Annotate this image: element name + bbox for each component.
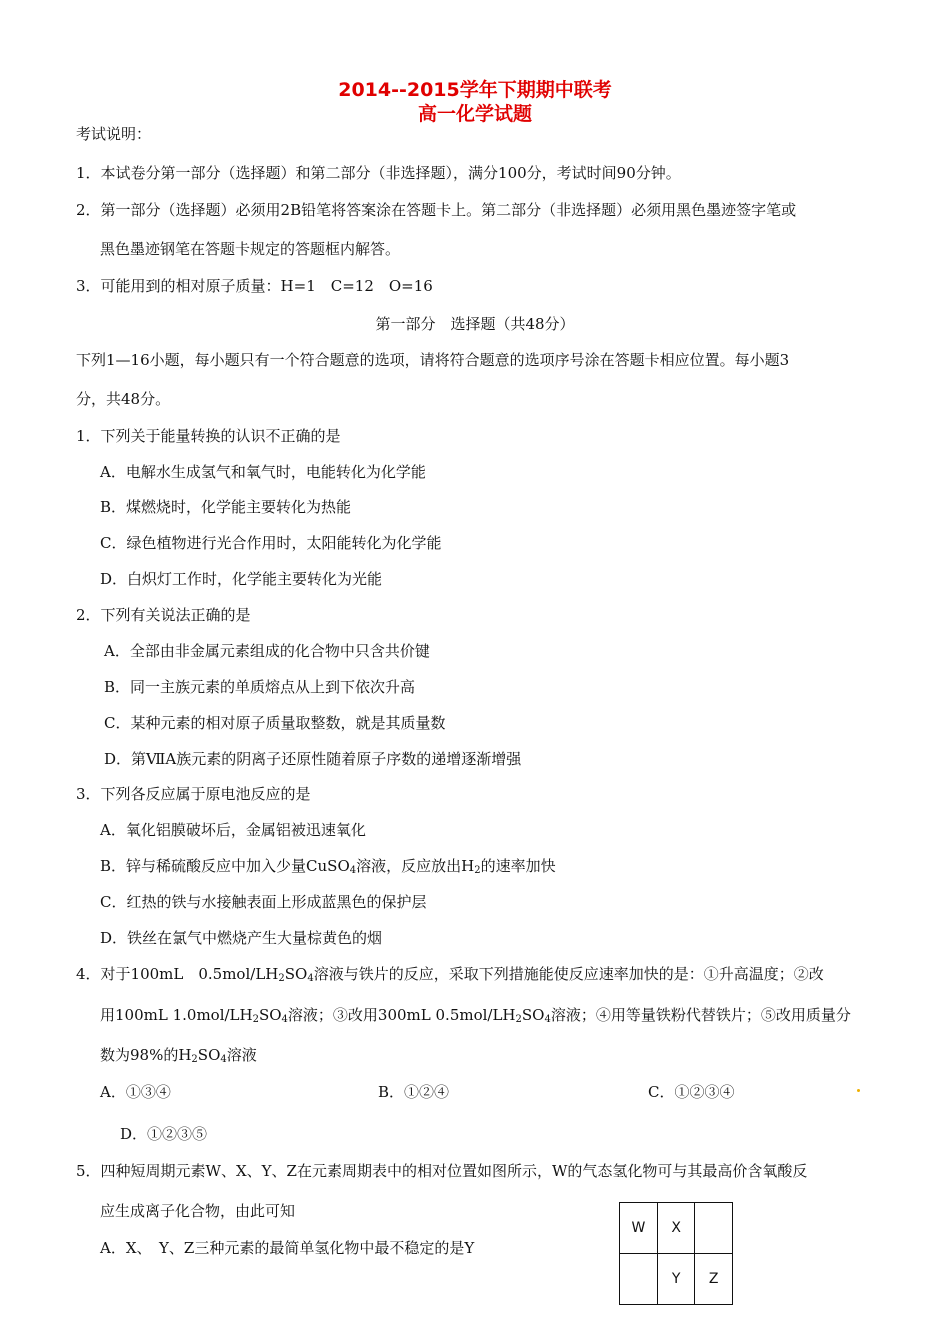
q1-stem: 1．下列关于能量转换的认识不正确的是: [76, 427, 341, 445]
q2-option-b: B．同一主族元素的单质熔点从上到下依次升高: [104, 678, 416, 696]
q4-option-c: C．①②③④: [648, 1083, 735, 1101]
q4-stem-line-2: 用100mL $1.0mol/LH_2SO_4$溶液；③改用300mL $0.5mol/LH_2SO_4$溶液；④用等量铁粉代替铁片；⑤改用质量分: [100, 1006, 851, 1025]
instruction-item-3: 3．可能用到的相对原子质量：H=1 C=12 O=16: [76, 277, 433, 295]
grid-cell: W: [620, 1203, 658, 1254]
q3-option-c: C．红热的铁与水接触表面上形成蓝黑色的保护层: [100, 893, 427, 911]
grid-cell: X: [657, 1203, 695, 1254]
q2-option-d: D．第ⅦA族元素的阴离子还原性随着原子序数的递增逐渐增强: [104, 750, 522, 768]
q3-option-d: D．铁丝在氯气中燃烧产生大量棕黄色的烟: [100, 929, 383, 947]
q4-option-a: A．①③④: [100, 1083, 171, 1101]
q4-option-d: D．①②③⑤: [120, 1125, 208, 1143]
instructions-heading: 考试说明：: [76, 125, 152, 143]
decorative-dot: [857, 1089, 860, 1092]
title-block: [0, 78, 950, 126]
section-intro-line-1: 下列1—16小题，每小题只有一个符合题意的选项，请将符合题意的选项序号涂在答题卡相应位置。每小题3: [76, 351, 790, 369]
periodic-table-fragment: [619, 1202, 733, 1305]
q4-stem-line-3: 数为98%的$H_2SO_4$溶液: [100, 1046, 257, 1065]
q4-stem-line-1: 4．对于100mL $0.5mol/LH_2SO_4$溶液与铁片的反应，采取下列措施能使反应速率加快的是：①升高温度；②改: [76, 965, 824, 984]
grid-cell: [695, 1203, 733, 1254]
q1-option-d: D．白炽灯工作时，化学能主要转化为光能: [100, 570, 383, 588]
instruction-item-1: 1．本试卷分第一部分（选择题）和第二部分（非选择题），满分100分，考试时间90分钟。: [76, 164, 681, 182]
q1-option-b: B．煤燃烧时，化学能主要转化为热能: [100, 498, 352, 516]
q5-option-a: A．X、 Y、Z三种元素的最简单氢化物中最不稳定的是Y: [100, 1239, 475, 1257]
section-title: 第一部分 选择题（共48分）: [375, 315, 575, 333]
q1-option-a: A．电解水生成氢气和氧气时，电能转化为化学能: [100, 463, 426, 481]
q5-stem-line-2: 应生成离子化合物，由此可知: [100, 1202, 296, 1220]
grid-cell: Y: [657, 1254, 695, 1305]
q1-option-c: C．绿色植物进行光合作用时，太阳能转化为化学能: [100, 534, 442, 552]
q5-stem-line-1: 5．四种短周期元素W、X、Y、Z在元素周期表中的相对位置如图所示，W的气态氢化物可与其最高价含氧酸反: [76, 1162, 808, 1180]
grid-cell: Z: [695, 1254, 733, 1305]
q3-stem: 3．下列各反应属于原电池反应的是: [76, 785, 311, 803]
q3-option-a: A．氧化铝膜破坏后，金属铝被迅速氧化: [100, 821, 366, 839]
q2-option-a: A．全部由非金属元素组成的化合物中只含共价键: [104, 642, 430, 660]
q2-stem: 2．下列有关说法正确的是: [76, 606, 251, 624]
instruction-item-2-line-2: 黑色墨迹钢笔在答题卡规定的答题框内解答。: [100, 240, 401, 258]
exam-subtitle: 高一化学试题: [417, 103, 532, 125]
q4-option-b: B．①②④: [378, 1083, 450, 1101]
q2-option-c: C．某种元素的相对原子质量取整数，就是其质量数: [104, 714, 446, 732]
instruction-item-2-line-1: 2．第一部分（选择题）必须用2B铅笔将答案涂在答题卡上。第二部分（非选择题）必须用黑色墨迹签字笔或: [76, 201, 797, 219]
exam-title: 2014--2015学年下期期中联考: [338, 79, 612, 101]
section-intro-line-2: 分，共48分。: [76, 390, 171, 408]
grid-cell: [620, 1254, 658, 1305]
q3-option-b: B．锌与稀硫酸反应中加入少量CuSO$_4$溶液，反应放出$H_2$的速率加快: [100, 857, 556, 876]
